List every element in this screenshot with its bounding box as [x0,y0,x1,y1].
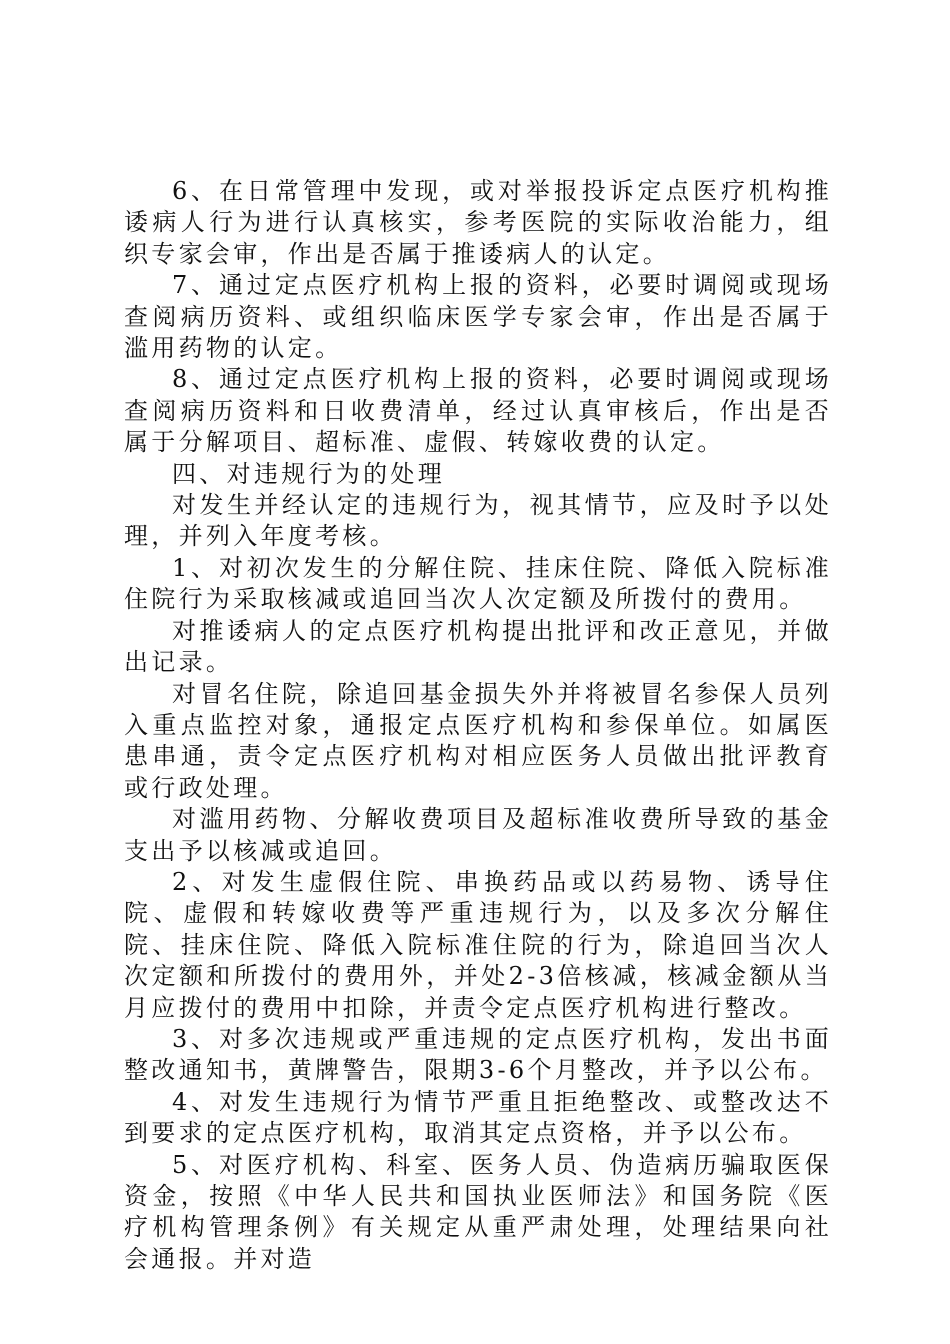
paragraph-item-4: 4、对发生违规行为情节严重且拒绝整改、或整改达不到要求的定点医疗机构，取消其定点资格，并予以公布。 [124,1087,832,1148]
paragraph-drug-abuse: 对滥用药物、分解收费项目及超标准收费所导致的基金支出予以核减或追回。 [124,805,832,865]
paragraph-item-8: 8、通过定点医疗机构上报的资料，必要时调阅或现场查阅病历资料和日收费清单，经过认真审核后，作出是否属于分解项目、超标准、虚假、转嫁收费的认定。 [124,365,832,457]
paragraph-referral-refusal: 对推诿病人的定点医疗机构提出批评和改正意见，并做出记录。 [124,616,832,677]
paragraph-item-3: 3、对多次违规或严重违规的定点医疗机构，发出书面整改通知书，黄牌警告，限期3-6个月整改，并予以公布。 [124,1024,832,1085]
paragraph-item-2: 2、对发生虚假住院、串换药品或以药易物、诱导住院、虚假和转嫁收费等严重违规行为，以及多次分解住院、挂床住院、降低入院标准住院的行为，除追回当次人次定额和所拨付的费用外，并处2-3倍核减，核减金额从当月应拨付的费用中扣除，并责令定点医疗机构进行整改。 [124,867,832,1022]
paragraph-item-7: 7、通过定点医疗机构上报的资料，必要时调阅或现场查阅病历资料、或组织临床医学专家会审，作出是否属于滥用药物的认定。 [124,271,832,363]
paragraph-item-1: 1、对初次发生的分解住院、挂床住院、降低入院标准住院行为采取核减或追回当次人次定额及所拨付的费用。 [124,553,832,614]
document-page [124,176,832,1275]
section-heading: 四、对违规行为的处理 [172,459,445,488]
section-intro-paragraph: 对发生并经认定的违规行为，视其情节，应及时予以处理，并列入年度考核。 [124,491,832,551]
paragraph-item-5: 5、对医疗机构、科室、医务人员、伪造病历骗取医保资金，按照《中华人民共和国执业医师法》和国务院《医疗机构管理条例》有关规定从重严肃处理，处理结果向社会通报。并对造 [124,1150,832,1273]
paragraph-item-6: 6、在日常管理中发现，或对举报投诉定点医疗机构推诿病人行为进行认真核实，参考医院的实际收治能力，组织专家会审，作出是否属于推诿病人的认定。 [124,177,832,268]
paragraph-impersonation: 对冒名住院，除追回基金损失外并将被冒名参保人员列入重点监控对象，通报定点医疗机构和参保单位。如属医患串通，责令定点医疗机构对相应医务人员做出批评教育或行政处理。 [124,679,832,802]
